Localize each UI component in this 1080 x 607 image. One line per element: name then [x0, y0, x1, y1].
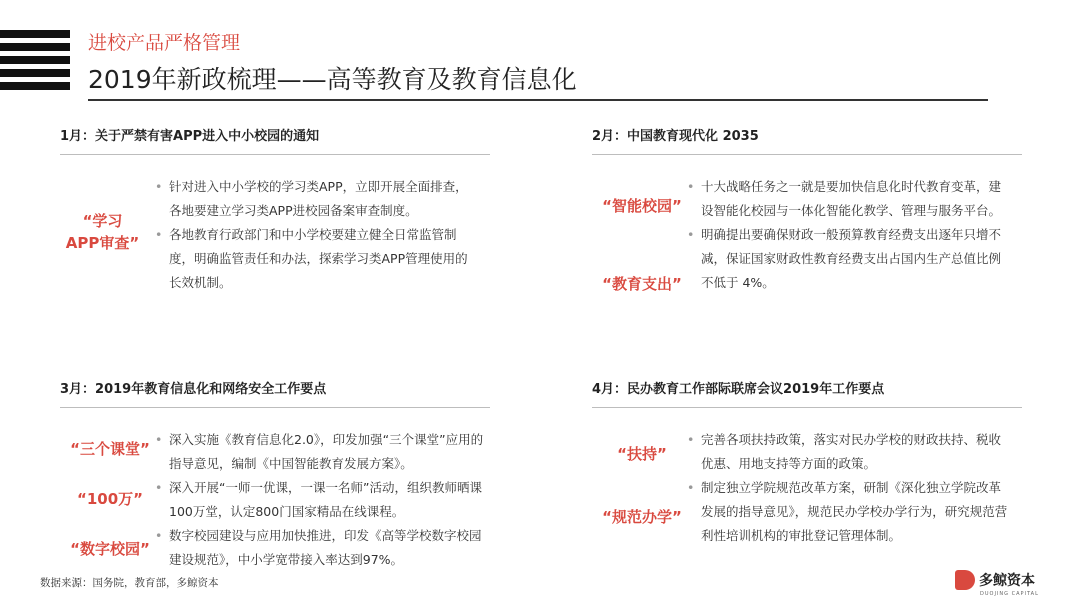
section-april: [592, 378, 1022, 543]
bullet-item: • 完善各项扶持政策，落实对民办学校的财政扶持、税收优惠、用地支持等方面的政策。: [687, 428, 1012, 476]
section-heading: 1月：关于严禁有害APP进入中小校园的通知: [60, 125, 490, 155]
title-divider: [88, 99, 988, 101]
bullet-list: [155, 175, 475, 295]
logo-icon: [955, 570, 975, 590]
keyword-tag: [60, 210, 145, 254]
page-title: 2019年新政梳理——高等教育及教育信息化: [88, 65, 577, 94]
keyword-tag: “教育支出”: [602, 275, 682, 293]
bullet-item: • 深入实施《教育信息化2.0》，印发加强“三个课堂”应用的指导意见，编制《中国智能教育发展方案》。: [155, 428, 485, 476]
bullet-item: • 制定独立学院规范改革方案，研制《深化独立学院改革发展的指导意见》，规范民办学校办学行为，研究规范营利性培训机构的审批登记管理体制。: [687, 476, 1012, 548]
keyword-tag: “扶持”: [617, 445, 667, 463]
bullet-item: • 明确提出要确保财政一般预算教育经费支出逐年只增不减，保证国家财政性教育经费支出占国内生产总值比例不低于 4%。: [687, 223, 1012, 295]
bullet-item: • 数字校园建设与应用加快推进，印发《高等学校数字校园建设规范》，中小学宽带接入率达到97%。: [155, 524, 485, 572]
section-heading: 2月：中国教育现代化 2035: [592, 125, 1022, 155]
logo-subtext: DUOJING CAPITAL: [980, 591, 1039, 597]
section-march: [60, 378, 490, 567]
bullet-list: [687, 428, 1012, 548]
decorative-stripes: [0, 30, 70, 95]
keyword-tag: “100万”: [76, 490, 144, 508]
section-february: [592, 125, 1022, 293]
bullet-item: • 深入开展“一师一优课，一课一名师”活动，组织教师晒课100万堂，认定800门国家精品在线课程。: [155, 476, 485, 524]
keyword-line: “学习: [82, 212, 123, 230]
bullet-list: [687, 175, 1012, 295]
keyword-tag: “规范办学”: [602, 508, 682, 526]
brand-logo: [955, 570, 1035, 590]
data-source-note: 数据来源：国务院，教育部，多鲸资本: [40, 577, 219, 589]
page-subtitle: 进校产品严格管理: [88, 32, 241, 54]
keyword-tag: “三个课堂”: [70, 440, 150, 458]
bullet-list: [155, 428, 485, 572]
section-heading: 3月：2019年教育信息化和网络安全工作要点: [60, 378, 490, 408]
keyword-line: APP审查”: [65, 234, 140, 252]
section-january: [60, 125, 490, 290]
bullet-item: • 针对进入中小学校的学习类APP，立即开展全面排查，各地要建立学习类APP进校园备案审查制度。: [155, 175, 475, 223]
section-heading: 4月：民办教育工作部际联席会议2019年工作要点: [592, 378, 1022, 408]
logo-text: 多鲸资本: [979, 573, 1035, 589]
keyword-tag: “数字校园”: [70, 540, 150, 558]
bullet-item: • 各地教育行政部门和中小学校要建立健全日常监管制度，明确监管责任和办法，探索学习类APP管理使用的长效机制。: [155, 223, 475, 295]
keyword-tag: “智能校园”: [602, 197, 682, 215]
bullet-item: • 十大战略任务之一就是要加快信息化时代教育变革，建设智能化校园与一体化智能化教学、管理与服务平台。: [687, 175, 1012, 223]
